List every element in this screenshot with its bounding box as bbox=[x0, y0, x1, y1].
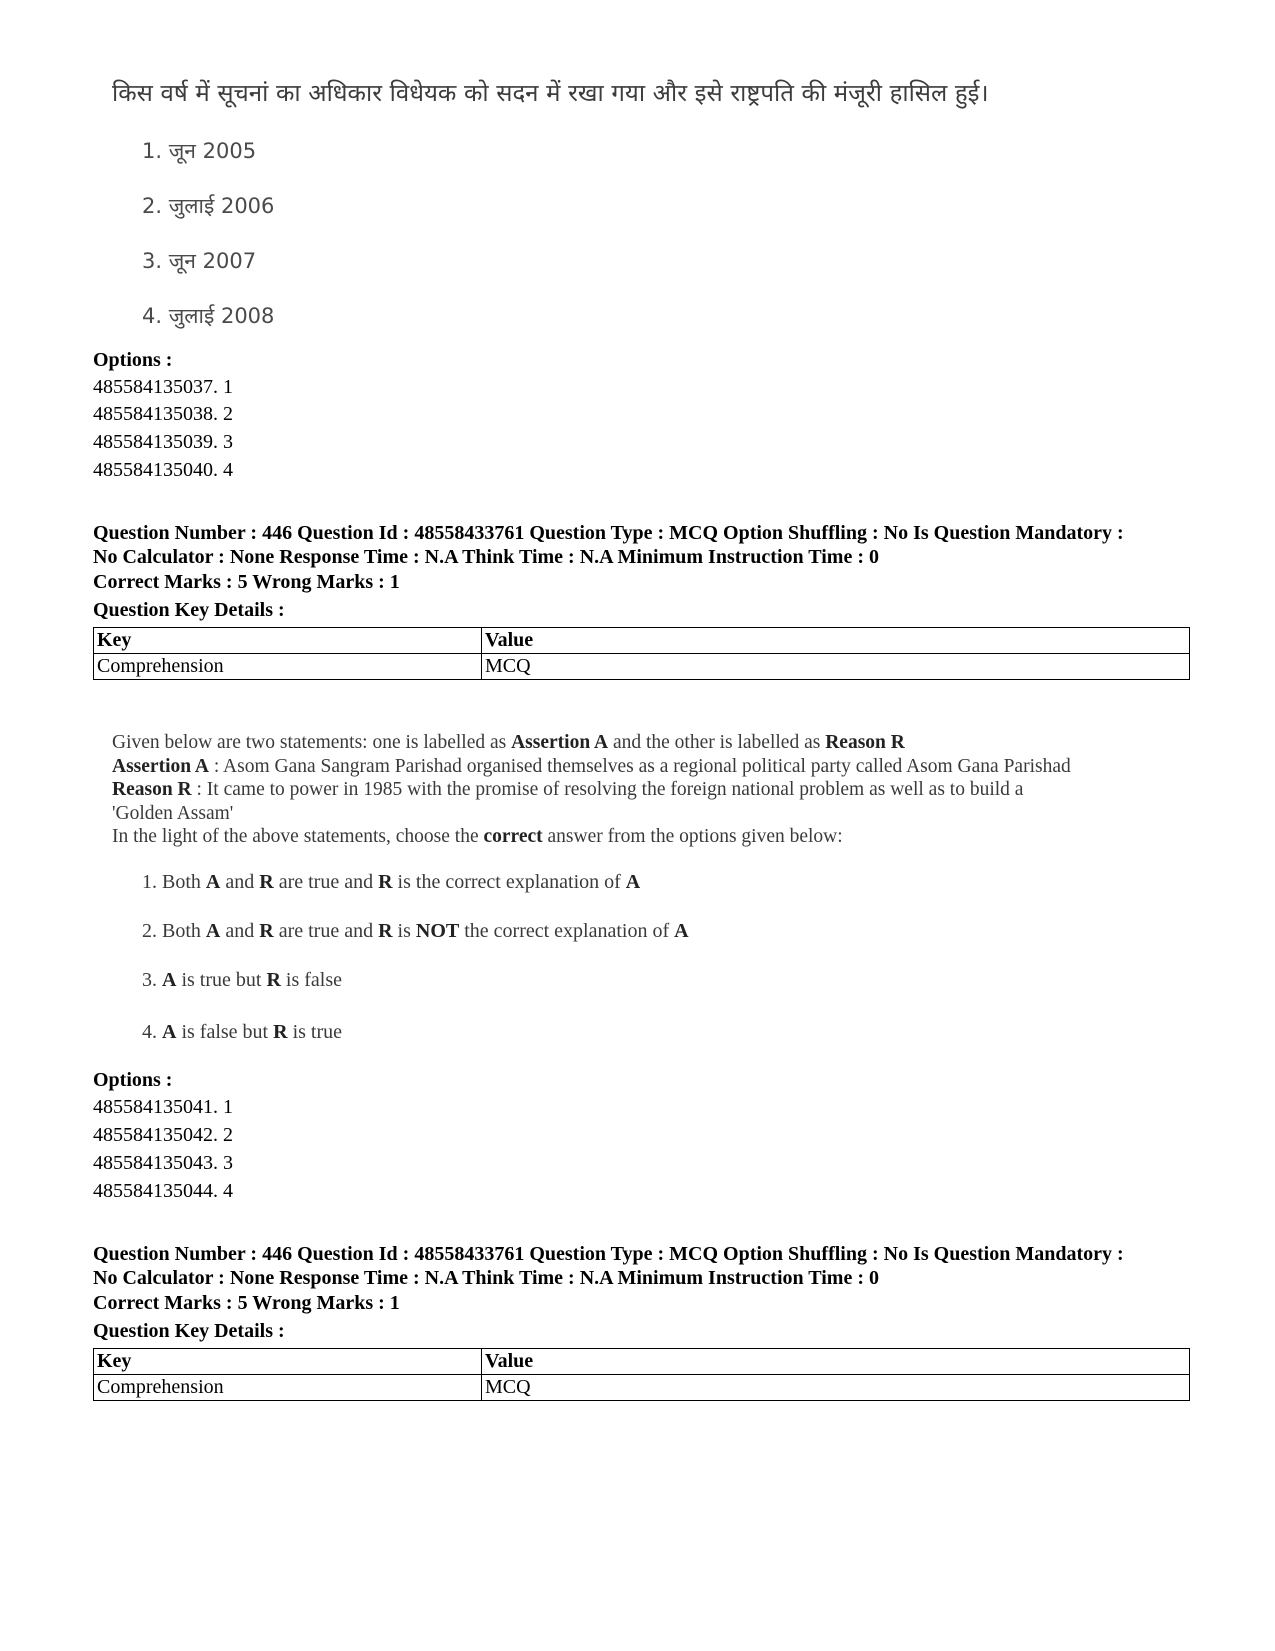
opt-text: is bbox=[392, 920, 416, 942]
option-id-line: 485584135042. 2 bbox=[93, 1124, 233, 1146]
image-option-3: 3. जून 2007 bbox=[142, 249, 257, 273]
ar-option-4 bbox=[142, 1021, 342, 1044]
stem-bold: Assertion A bbox=[511, 732, 609, 753]
image-option-2: 2. जुलाई 2006 bbox=[142, 194, 275, 218]
option-id-line: 485584135044. 4 bbox=[93, 1180, 233, 1202]
option-id-line: 485584135041. 1 bbox=[93, 1096, 233, 1118]
ar-option-1 bbox=[142, 871, 640, 894]
table-header-key: Key bbox=[94, 1349, 482, 1375]
stem-bold: Reason R bbox=[825, 732, 905, 753]
table-row bbox=[94, 1375, 1190, 1401]
opt-bold: R bbox=[273, 1021, 288, 1043]
opt-text: 3. bbox=[142, 969, 162, 991]
opt-bold: R bbox=[378, 920, 393, 942]
option-id-line: 485584135037. 1 bbox=[93, 376, 233, 398]
opt-text: 1. Both bbox=[142, 871, 206, 893]
stem-line-1 bbox=[112, 731, 1192, 755]
table-cell-value: MCQ bbox=[482, 1375, 1190, 1401]
question-meta-line1: Question Number : 446 Question Id : 48558433761 Question Type : MCQ Option Shuffling : No Is Question Mandatory : bbox=[93, 1243, 1124, 1265]
opt-bold: A bbox=[162, 1021, 177, 1043]
opt-bold: A bbox=[625, 871, 641, 893]
opt-text: is the correct explanation of bbox=[392, 871, 626, 893]
table-cell-key: Comprehension bbox=[94, 654, 482, 680]
marks-line: Correct Marks : 5 Wrong Marks : 1 bbox=[93, 1292, 400, 1314]
opt-text: is false but bbox=[176, 1021, 274, 1043]
stem-bold: Assertion A bbox=[112, 755, 209, 777]
stem-text: answer from the options given below: bbox=[542, 826, 843, 847]
ar-option-2 bbox=[142, 920, 689, 943]
stem-line-3 bbox=[112, 778, 1192, 802]
question-meta bbox=[93, 521, 1203, 569]
table-header-key: Key bbox=[94, 628, 482, 654]
opt-bold: R bbox=[259, 871, 274, 893]
table-header-value: Value bbox=[482, 1349, 1190, 1375]
opt-text: is false bbox=[280, 969, 342, 991]
key-details-label: Question Key Details : bbox=[93, 1320, 285, 1342]
options-label: Options : bbox=[93, 1069, 173, 1091]
options-label: Options : bbox=[93, 349, 173, 371]
key-details-table bbox=[93, 627, 1190, 680]
opt-text: are true and bbox=[273, 920, 379, 942]
ar-option-3 bbox=[142, 969, 342, 992]
table-cell-key: Comprehension bbox=[94, 1375, 482, 1401]
question-meta-line2: No Calculator : None Response Time : N.A Think Time : N.A Minimum Instruction Time : 0 bbox=[93, 1267, 879, 1289]
stem-line-5 bbox=[112, 825, 1192, 849]
stem-line-4: 'Golden Assam' bbox=[112, 802, 234, 824]
opt-bold: R bbox=[259, 920, 274, 942]
option-id-line: 485584135040. 4 bbox=[93, 459, 233, 481]
opt-text: is true but bbox=[176, 969, 267, 991]
assertion-reason-stem bbox=[112, 731, 1192, 849]
opt-bold: NOT bbox=[415, 920, 460, 942]
stem-text: : It came to power in 1985 with the promise of resolving the foreign national problem as well as to build a bbox=[191, 779, 1024, 800]
stem-text: : Asom Gana Sangram Parishad organised themselves as a regional political party called Asom Gana Parishad bbox=[208, 755, 1071, 777]
question-meta-line2: No Calculator : None Response Time : N.A Think Time : N.A Minimum Instruction Time : 0 bbox=[93, 546, 879, 568]
question-meta-line1: Question Number : 446 Question Id : 48558433761 Question Type : MCQ Option Shuffling : No Is Question Mandatory : bbox=[93, 522, 1124, 544]
opt-text: and bbox=[220, 920, 260, 942]
table-cell-value: MCQ bbox=[482, 654, 1190, 680]
opt-bold: R bbox=[378, 871, 393, 893]
opt-bold: A bbox=[205, 871, 221, 893]
table-row bbox=[94, 654, 1190, 680]
stem-text: Given below are two statements: one is labelled as bbox=[112, 732, 512, 753]
option-id-line: 485584135039. 3 bbox=[93, 431, 233, 453]
opt-bold: A bbox=[205, 920, 221, 942]
table-header-value: Value bbox=[482, 628, 1190, 654]
opt-bold: A bbox=[674, 920, 689, 942]
option-id-line: 485584135038. 2 bbox=[93, 403, 233, 425]
opt-text: 2. Both bbox=[142, 920, 206, 942]
question-meta bbox=[93, 1242, 1203, 1290]
opt-text: the correct explanation of bbox=[459, 920, 675, 942]
stem-bold: correct bbox=[483, 826, 543, 847]
opt-text: 4. bbox=[142, 1021, 162, 1043]
opt-text: and bbox=[220, 871, 260, 893]
stem-text: and the other is labelled as bbox=[608, 732, 826, 753]
opt-text: are true and bbox=[273, 871, 379, 893]
opt-bold: A bbox=[162, 969, 177, 991]
stem-bold: Reason R bbox=[112, 779, 192, 800]
key-details-label: Question Key Details : bbox=[93, 599, 285, 621]
option-id-line: 485584135043. 3 bbox=[93, 1152, 233, 1174]
opt-text: is true bbox=[287, 1021, 342, 1043]
stem-line-2 bbox=[112, 755, 1192, 779]
opt-bold: R bbox=[266, 969, 281, 991]
table-header-row bbox=[94, 1349, 1190, 1375]
marks-line: Correct Marks : 5 Wrong Marks : 1 bbox=[93, 571, 400, 593]
question-stem-hindi: किस वर्ष में सूचनां का अधिकार विधेयक को सदन में रखा गया और इसे राष्ट्रपति की मंजूरी हासिल हुई। bbox=[112, 79, 989, 107]
table-header-row bbox=[94, 628, 1190, 654]
stem-text: In the light of the above statements, choose the bbox=[112, 826, 484, 847]
key-details-table bbox=[93, 1348, 1190, 1401]
image-option-1: 1. जून 2005 bbox=[142, 139, 257, 163]
image-option-4: 4. जुलाई 2008 bbox=[142, 304, 275, 328]
